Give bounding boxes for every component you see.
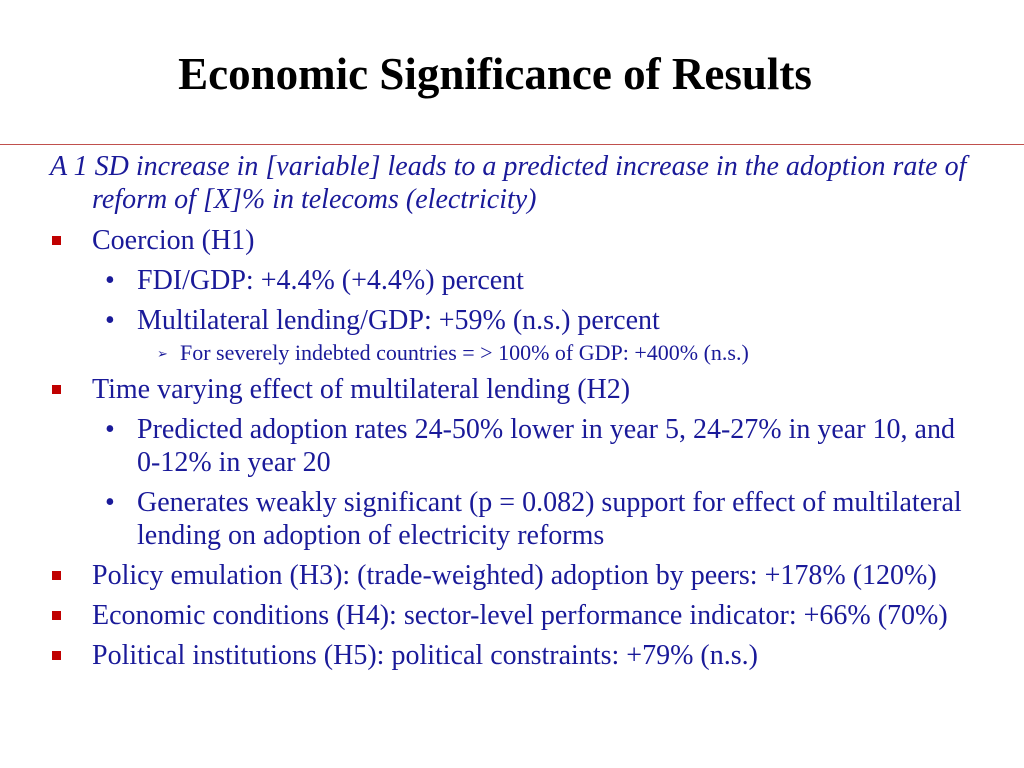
sub-bullet-fdi xyxy=(50,264,970,297)
sub-bullet-predicted xyxy=(50,413,970,479)
sub-bullet-multilateral xyxy=(50,304,970,337)
intro-text: A 1 SD increase in [variable] leads to a predicted increase in the adoption rate of reform of [X]% in telecoms (electricity) xyxy=(50,151,967,215)
sub-sub-bullet-text: For severely indebted countries = > 100% of GDP: +400% (n.s.) xyxy=(180,340,749,365)
dot-bullet-icon: • xyxy=(105,487,115,518)
bullet-text: Political institutions (H5): political constraints: +79% (n.s.) xyxy=(92,640,758,671)
square-bullet-icon xyxy=(52,611,61,620)
bullet-text: Policy emulation (H3): (trade-weighted) adoption by peers: +178% (120%) xyxy=(92,560,937,591)
slide-title: Economic Significance of Results xyxy=(178,49,812,99)
bullet-policy-emulation xyxy=(50,559,970,592)
sub-bullet-text: FDI/GDP: +4.4% (+4.4%) percent xyxy=(137,265,524,296)
sub-sub-bullet-indebted xyxy=(50,340,970,366)
slide-body xyxy=(50,150,970,679)
sub-bullet-text: Predicted adoption rates 24-50% lower in year 5, 24-27% in year 10, and 0-12% in year 20 xyxy=(137,414,955,478)
bullet-time-varying xyxy=(50,373,970,406)
arrowhead-bullet-icon: ➢ xyxy=(157,346,168,361)
sub-bullet-text: Multilateral lending/GDP: +59% (n.s.) percent xyxy=(137,305,660,336)
title-divider xyxy=(0,144,1024,145)
bullet-text: Coercion (H1) xyxy=(92,225,255,256)
dot-bullet-icon: • xyxy=(105,414,115,445)
sub-bullet-generates xyxy=(50,486,970,552)
dot-bullet-icon: • xyxy=(105,305,115,336)
bullet-economic-conditions xyxy=(50,599,970,632)
square-bullet-icon xyxy=(52,571,61,580)
sub-bullet-text: Generates weakly significant (p = 0.082) support for effect of multilateral lending on adoption of electricity reforms xyxy=(137,487,962,551)
dot-bullet-icon: • xyxy=(105,265,115,296)
bullet-coercion xyxy=(50,224,970,257)
bullet-political-institutions xyxy=(50,639,970,672)
square-bullet-icon xyxy=(52,651,61,660)
bullet-text: Economic conditions (H4): sector-level performance indicator: +66% (70%) xyxy=(92,600,948,631)
square-bullet-icon xyxy=(52,385,61,394)
square-bullet-icon xyxy=(52,236,61,245)
bullet-text: Time varying effect of multilateral lending (H2) xyxy=(92,374,631,405)
